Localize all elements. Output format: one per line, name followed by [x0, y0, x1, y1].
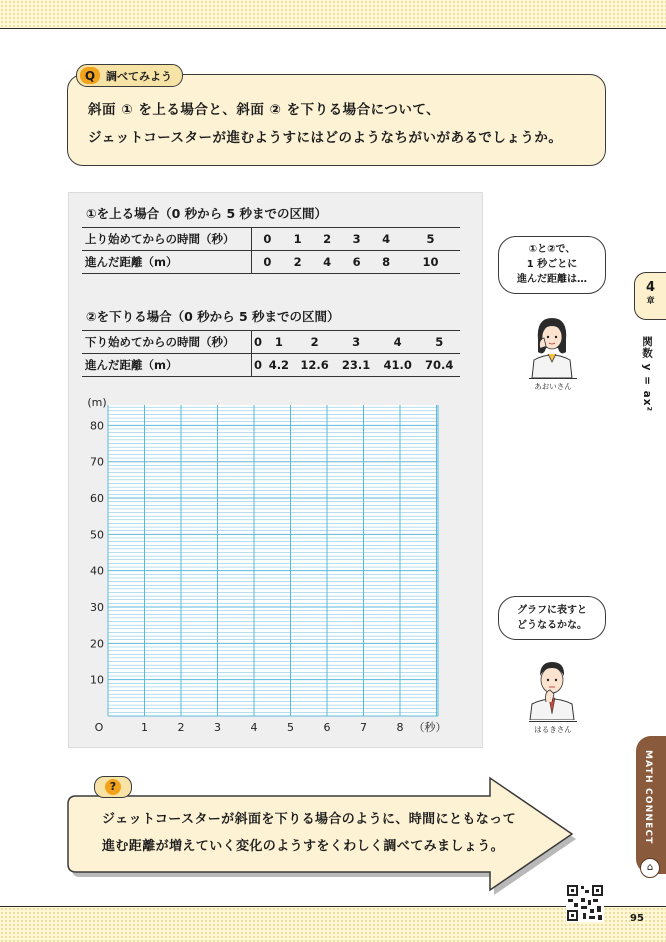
table-cell: 4: [371, 228, 401, 251]
table-cell: 1: [264, 331, 294, 354]
page-number: 95: [630, 913, 644, 924]
question-mark-icon: ?: [105, 779, 121, 795]
table-cell: 12.6: [294, 354, 336, 377]
table-cell: 3: [342, 228, 372, 251]
table-cell: 0: [252, 331, 264, 354]
chapter-title: 関数 y = ax²: [641, 336, 653, 413]
x-tick-label: 4: [250, 721, 258, 734]
y-tick-label: 20: [90, 637, 104, 651]
table-cell: 2: [312, 228, 342, 251]
school-icon: ⌂: [640, 858, 660, 878]
x-tick-label: 1: [141, 721, 148, 734]
closing-line-2: 進む距離が増えていく変化のようすをくわしく調べてみましょう。: [102, 839, 505, 854]
table-cell: 6: [342, 251, 372, 274]
x-tick-label: 3: [214, 721, 221, 734]
haruki-name: はるきさん: [531, 724, 575, 735]
x-tick-label: 5: [287, 721, 294, 734]
table-cell: 5: [418, 331, 460, 354]
table-down-time-label: 下り始めてからの時間（秒）: [82, 331, 252, 354]
closing-tab: [94, 776, 132, 798]
x-tick-label: 8: [396, 721, 404, 734]
table-up-title: ①を上る場合（0 秒から 5 秒までの区間）: [86, 206, 328, 221]
table-cell: 0: [252, 228, 283, 251]
y-tick-label: 40: [90, 564, 104, 578]
table-down-title: ②を下りる場合（0 秒から 5 秒までの区間）: [86, 309, 340, 324]
table-cell: 2: [283, 251, 313, 274]
table-cell: 0: [252, 354, 264, 377]
table-cell: 41.0: [377, 354, 419, 377]
x-axis-unit-label: （秒）: [413, 721, 447, 734]
table-cell: 70.4: [418, 354, 460, 377]
table-down-distance-label: 進んだ距離（m）: [82, 354, 252, 377]
math-connect-label: MATH CONNECT: [643, 750, 653, 845]
aoi-bubble-line: 進んだ距離は…: [517, 274, 587, 285]
x-tick-label: 2: [177, 721, 185, 734]
aoi-bubble-line: 1 秒ごとに: [526, 259, 578, 270]
table-cell: 8: [371, 251, 401, 274]
y-tick-label: 50: [90, 528, 104, 542]
aoi-bubble-line: ①と②で、: [528, 244, 576, 255]
origin-label: O: [94, 721, 104, 734]
table-cell: 10: [401, 251, 460, 274]
y-tick-label: 30: [90, 601, 104, 615]
table-cell: 4: [312, 251, 342, 274]
table-up-distance-label: 進んだ距離（m）: [82, 251, 252, 274]
table-cell: 5: [401, 228, 460, 251]
y-tick-label: 70: [90, 455, 104, 469]
table-cell: 0: [252, 251, 283, 274]
y-tick-label: 10: [90, 673, 104, 687]
table-cell: 3: [335, 331, 377, 354]
table-cell: 2: [294, 331, 336, 354]
y-axis-unit-label: (m): [87, 396, 107, 409]
haruki-bubble-line: どうなるかな。: [517, 620, 587, 631]
table-cell: 4: [377, 331, 419, 354]
question-line-1: 斜面 ① を上る場合と、斜面 ② を下りる場合について、: [88, 102, 441, 118]
aoi-name: あおいさん: [531, 381, 575, 392]
chapter-number: 4: [645, 280, 656, 295]
table-cell: 1: [283, 228, 313, 251]
table-cell: 4.2: [264, 354, 294, 377]
y-tick-label: 60: [90, 492, 104, 506]
question-badge: Q: [80, 67, 100, 84]
chapter-label: 章: [646, 296, 655, 305]
question-line-2: ジェットコースターが進むようすにはどのようなちがいがあるでしょうか。: [88, 130, 563, 146]
qr-code-icon[interactable]: [566, 884, 604, 922]
haruki-bubble-line: グラフに表すと: [517, 605, 587, 616]
table-up-time-label: 上り始めてからの時間（秒）: [82, 228, 252, 251]
table-cell: 23.1: [335, 354, 377, 377]
closing-line-1: ジェットコースターが斜面を下りる場合のように、時間にともなって: [102, 812, 516, 827]
question-tab-label: 調べてみよう: [106, 69, 172, 83]
x-tick-label: 7: [360, 721, 367, 734]
x-tick-label: 6: [323, 721, 331, 734]
y-tick-label: 80: [90, 419, 104, 433]
